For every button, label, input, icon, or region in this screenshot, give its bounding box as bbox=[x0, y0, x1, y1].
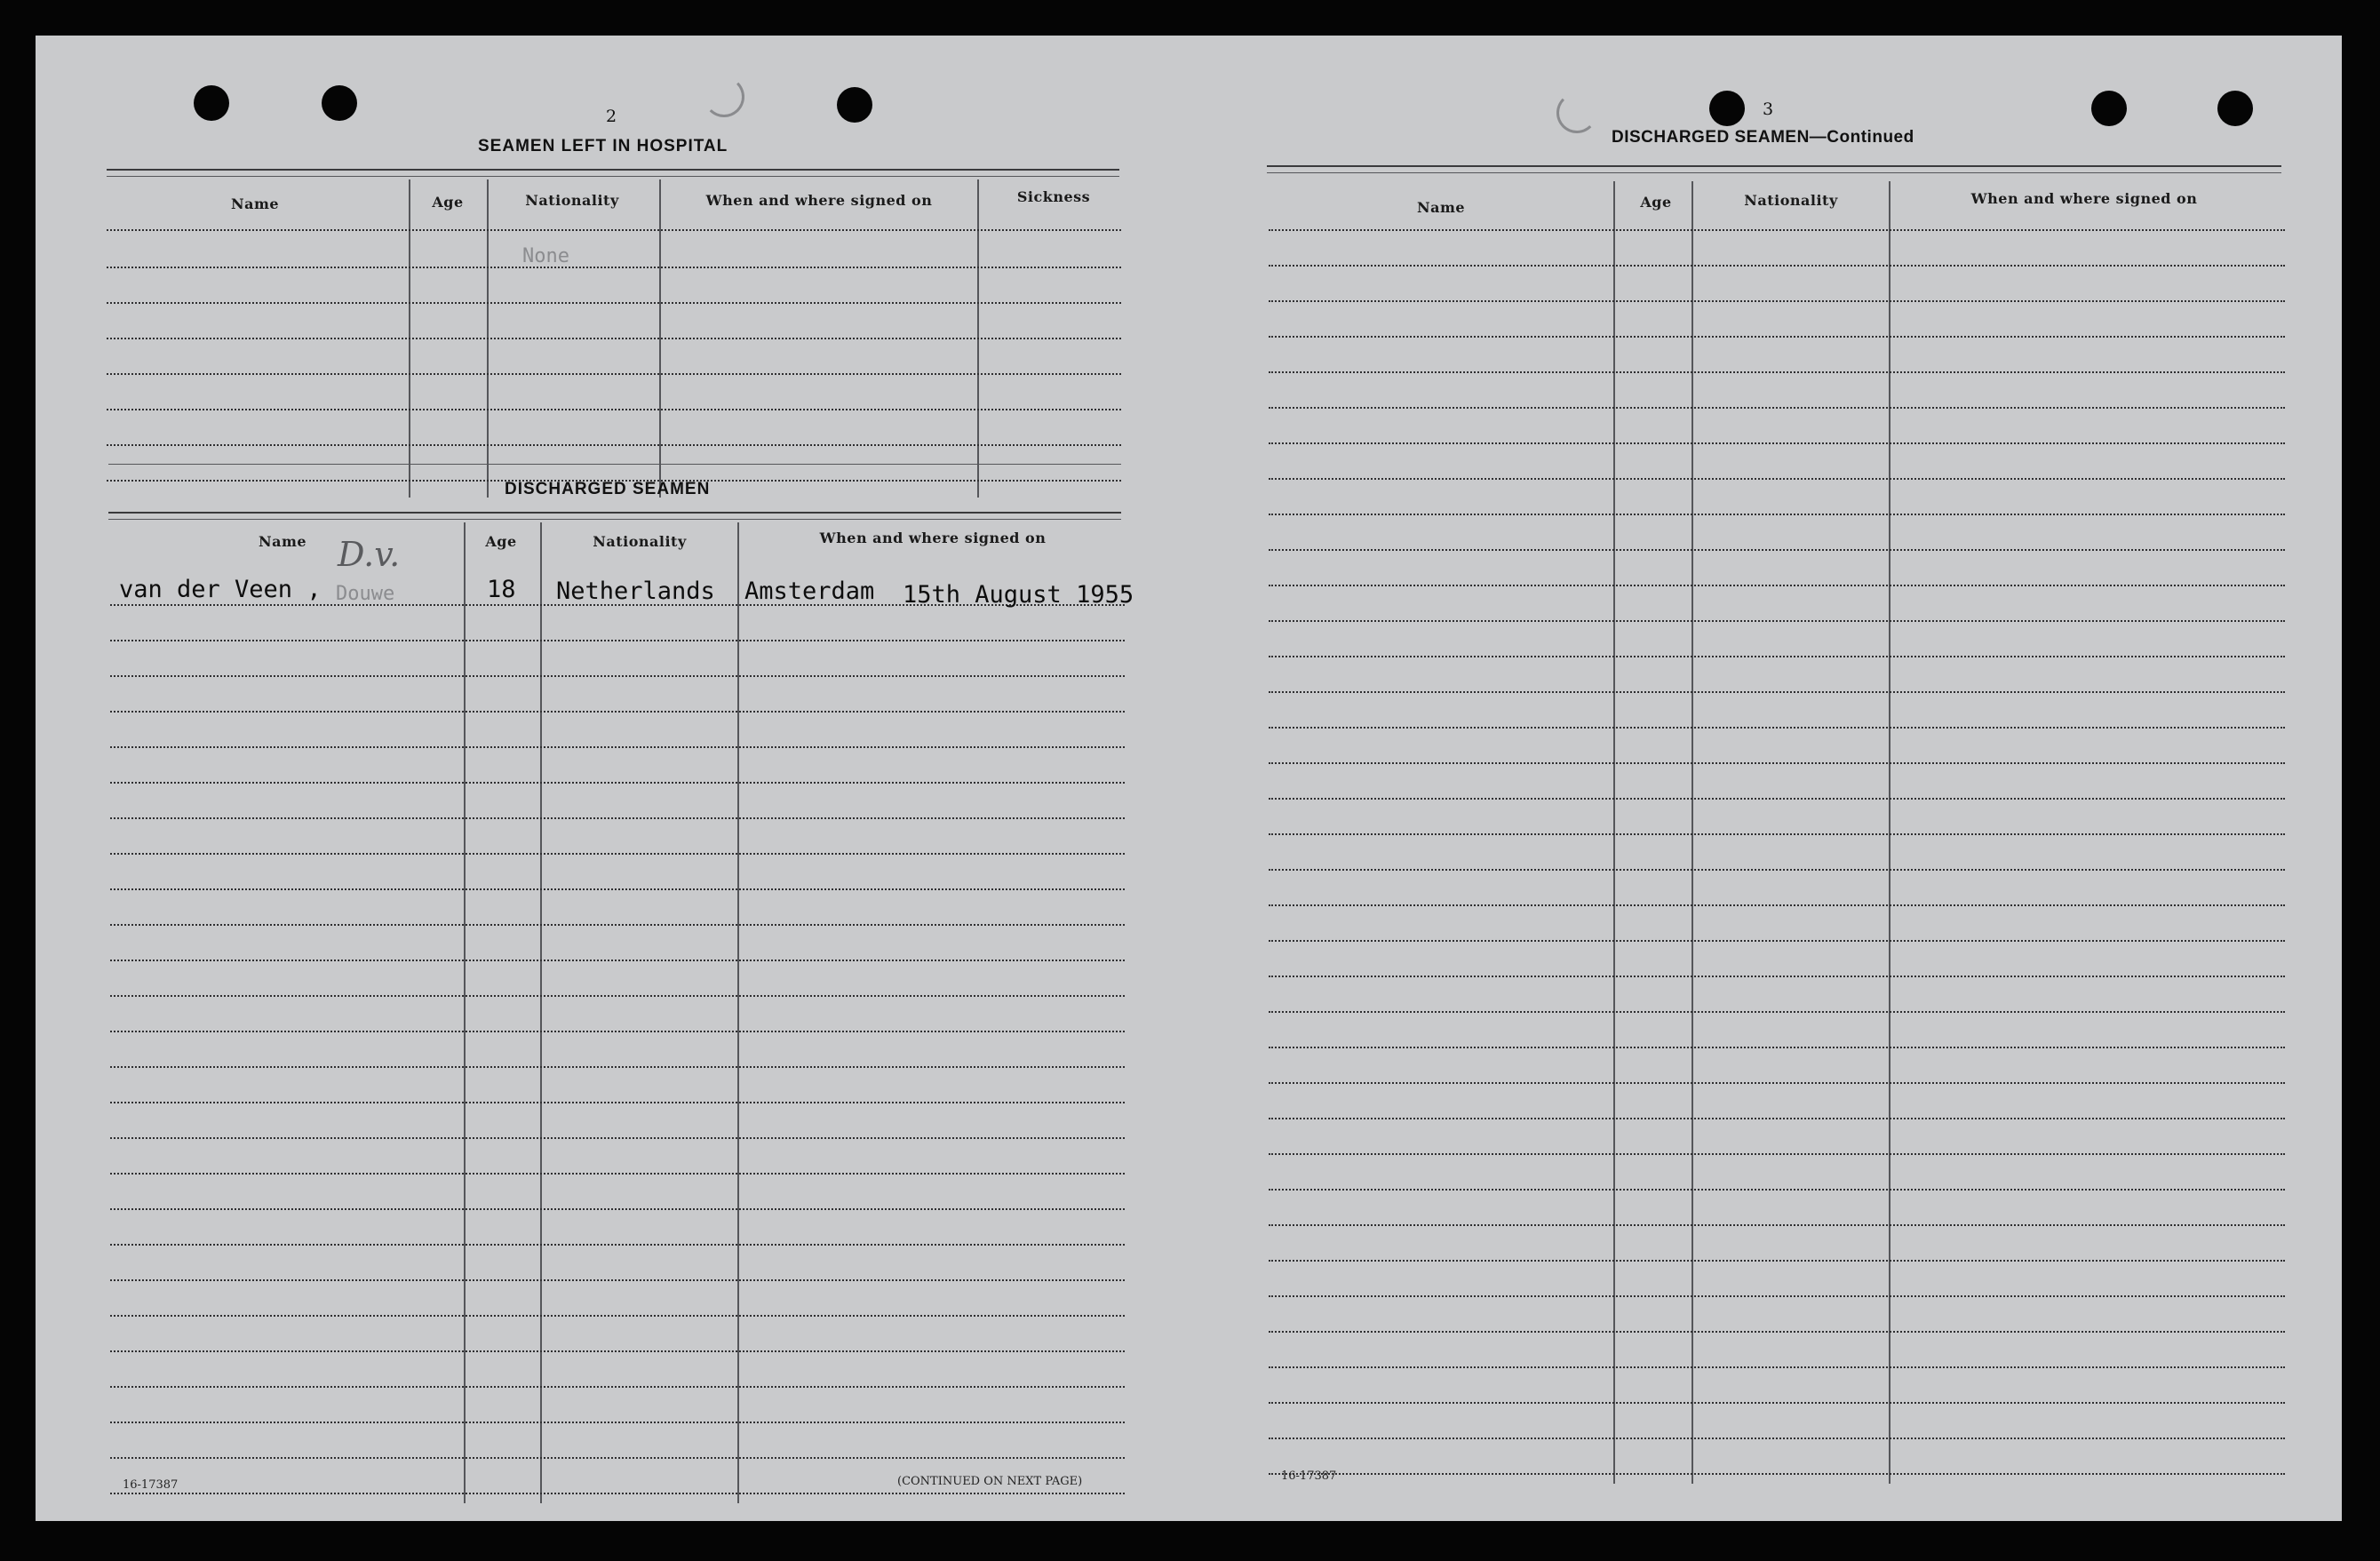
discharged-col-name: Name bbox=[258, 533, 307, 550]
hospital-col-nationality: Nationality bbox=[525, 192, 619, 209]
punch-hole bbox=[837, 87, 872, 123]
entry-surname: van der Veen , bbox=[119, 576, 322, 603]
punch-hole bbox=[1709, 91, 1745, 126]
discharged-col-age: Age bbox=[485, 533, 517, 550]
punch-hole bbox=[322, 85, 357, 121]
punch-hole bbox=[2091, 91, 2127, 126]
hospital-section-title: SEAMEN LEFT IN HOSPITAL bbox=[478, 137, 728, 155]
continued-col-age: Age bbox=[1640, 194, 1672, 211]
entry-handwritten-note: D.v. bbox=[338, 535, 401, 574]
discharged-col-signed-on: When and where signed on bbox=[819, 530, 1047, 546]
entry-signed-on-date: 15th August 1955 bbox=[903, 581, 1134, 609]
punch-hole-faint bbox=[1556, 92, 1597, 133]
form-number-right: 16-17387 bbox=[1281, 1469, 1337, 1483]
entry-age: 18 bbox=[487, 576, 516, 603]
entry-signed-on-place: Amsterdam bbox=[744, 577, 875, 605]
punch-hole bbox=[2217, 91, 2253, 126]
form-number-left: 16-17387 bbox=[123, 1478, 179, 1492]
entry-given-name: Douwe bbox=[336, 583, 395, 605]
continued-col-signed-on: When and where signed on bbox=[1970, 190, 2198, 207]
continued-col-name: Name bbox=[1416, 199, 1466, 216]
hospital-col-name: Name bbox=[230, 195, 280, 212]
discharged-section-title: DISCHARGED SEAMEN bbox=[505, 480, 711, 498]
punch-hole-faint bbox=[704, 76, 744, 117]
hospital-col-sickness: Sickness bbox=[1016, 188, 1091, 205]
hospital-col-signed-on: When and where signed on bbox=[705, 192, 933, 209]
continued-note: (CONTINUED ON NEXT PAGE) bbox=[897, 1475, 1083, 1488]
punch-hole bbox=[194, 85, 229, 121]
page-number-left: 2 bbox=[606, 107, 617, 126]
page-number-right: 3 bbox=[1763, 100, 1774, 119]
discharged-col-nationality: Nationality bbox=[593, 533, 687, 550]
continued-ruled-rows bbox=[1269, 229, 2285, 1491]
discharged-ruled-rows bbox=[110, 604, 1125, 1501]
continued-col-nationality: Nationality bbox=[1744, 192, 1838, 209]
hospital-col-age: Age bbox=[432, 194, 464, 211]
ledger-sheet bbox=[36, 36, 2342, 1521]
hospital-none-entry: None bbox=[522, 245, 569, 267]
hospital-ruled-rows bbox=[107, 229, 1121, 496]
entry-nationality: Netherlands bbox=[556, 577, 715, 605]
right-page-title: DISCHARGED SEAMEN—Continued bbox=[1612, 128, 1914, 147]
